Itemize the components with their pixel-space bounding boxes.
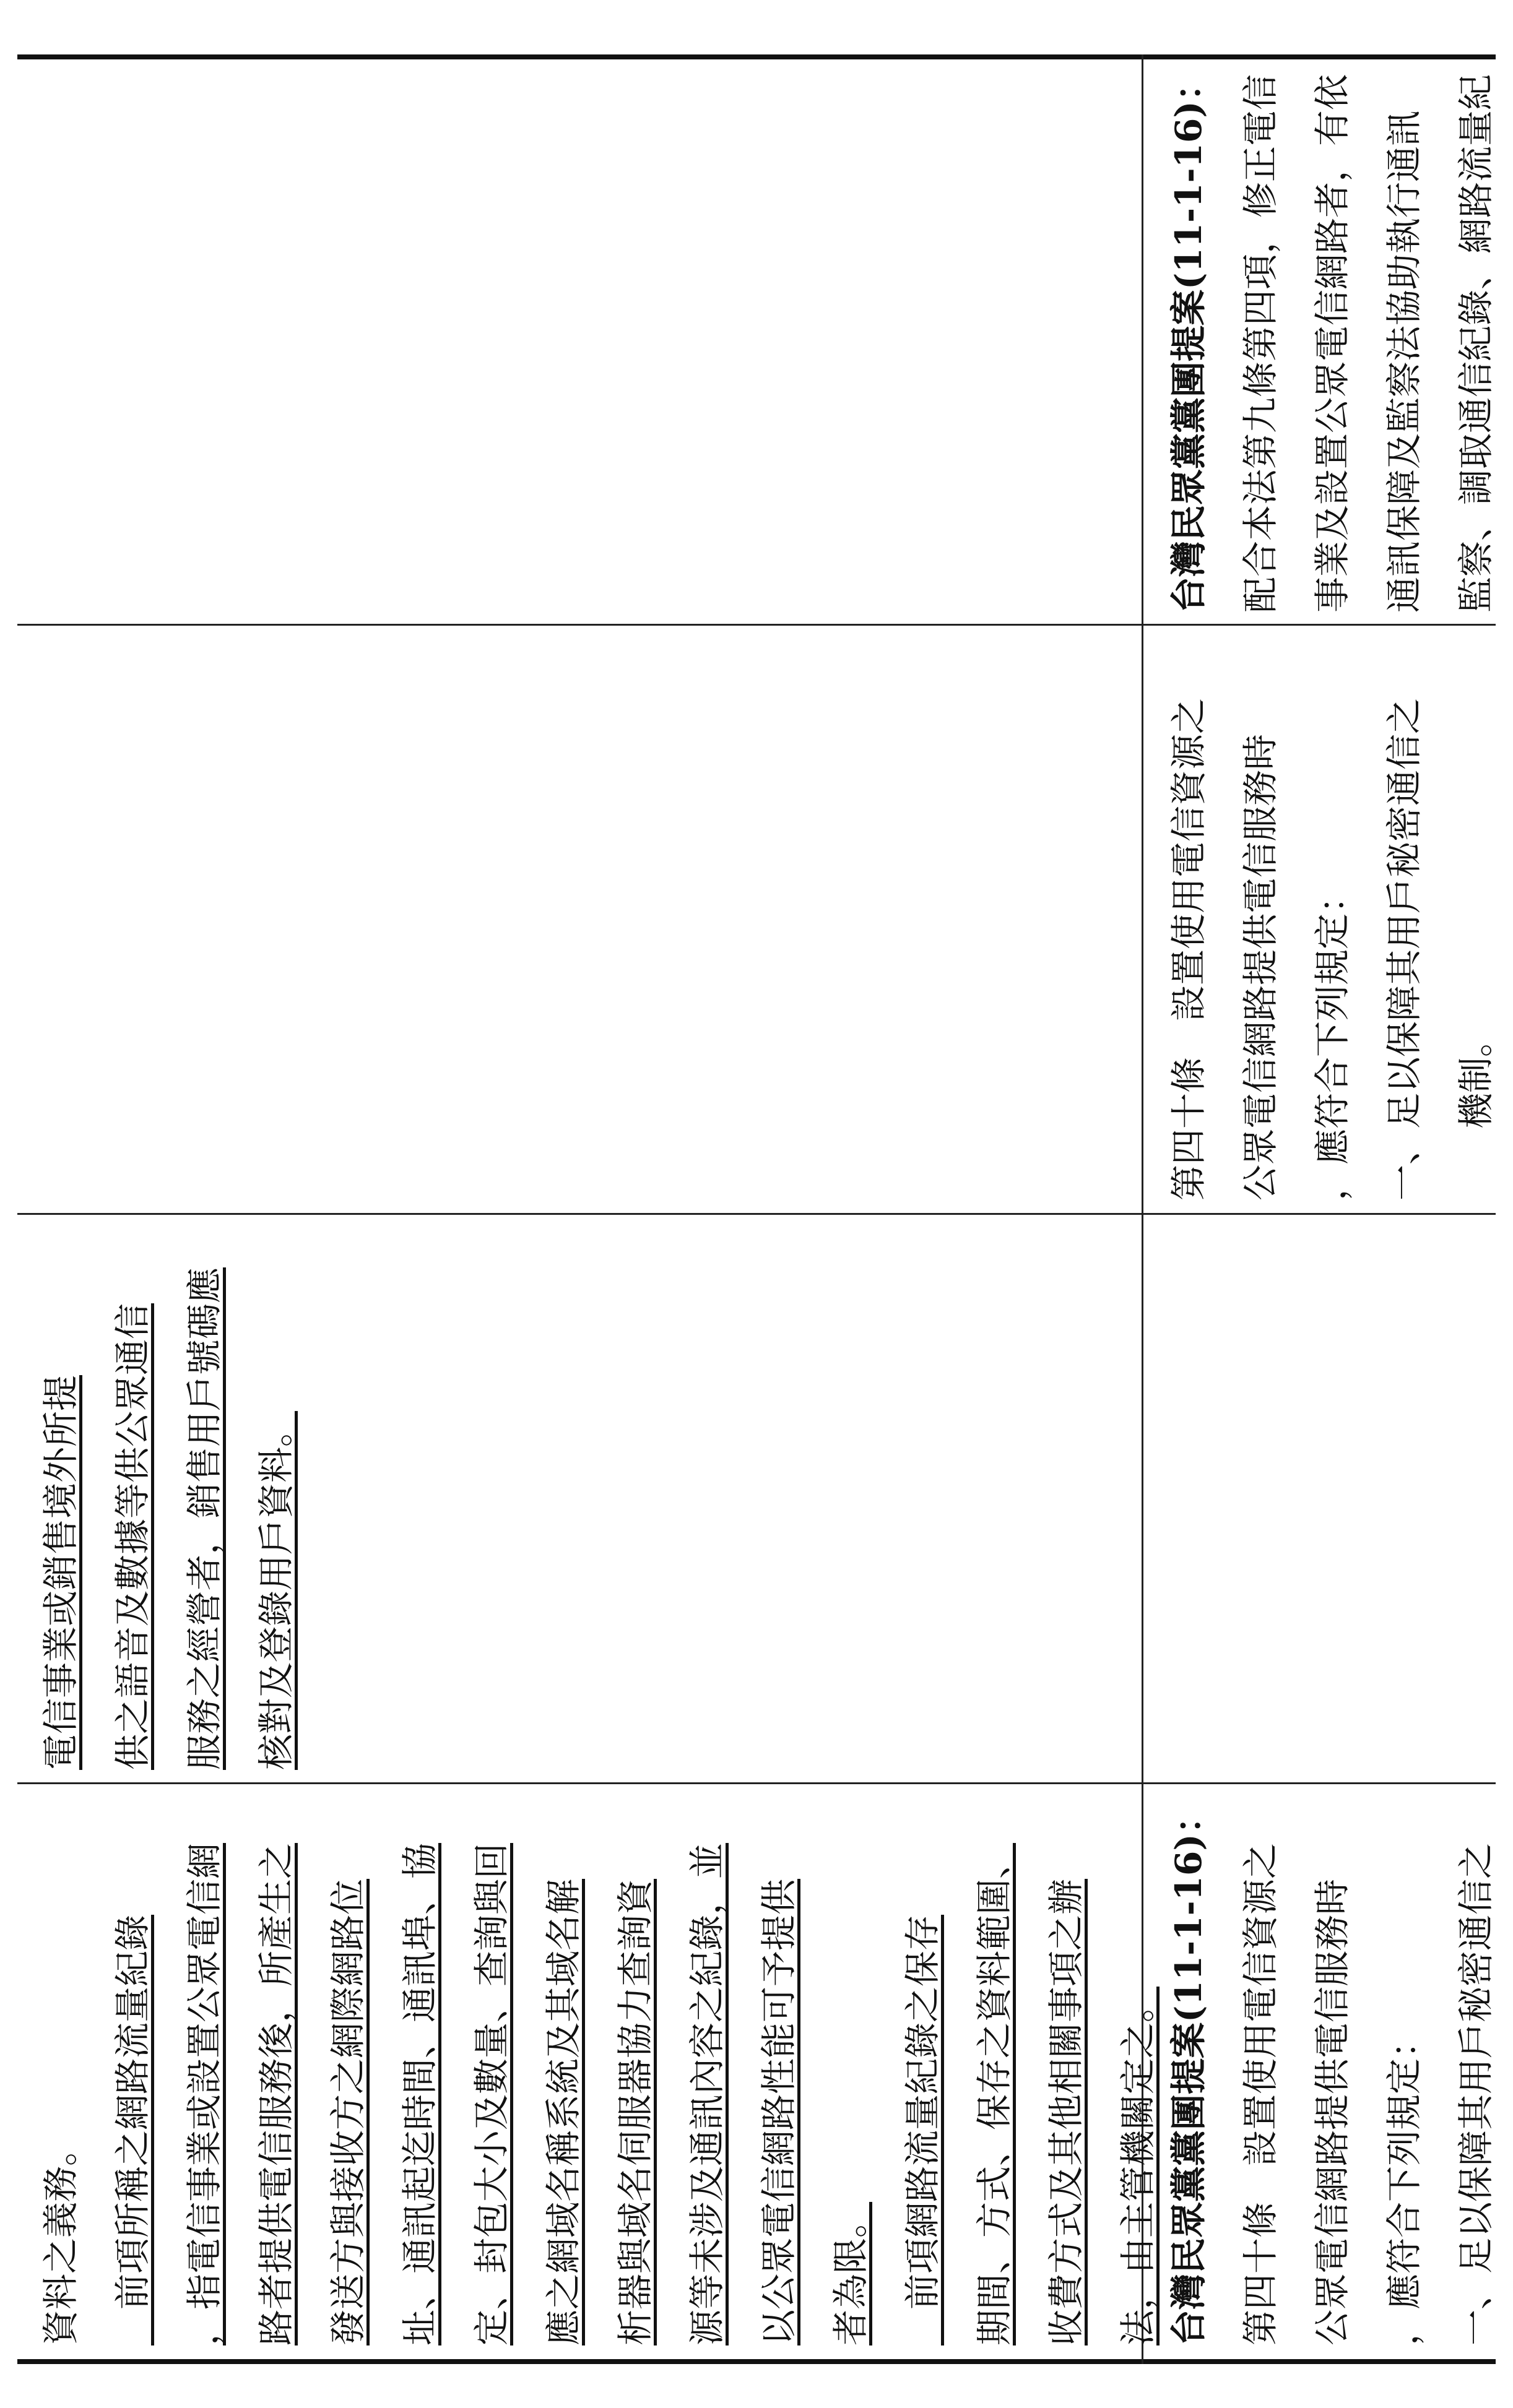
top-rule — [17, 54, 1496, 59]
text-line: 路者提供電信服務後，所產生之 — [255, 1842, 297, 2345]
text-line: 者為限。 — [830, 2201, 872, 2345]
text-line: 第四十條 設置使用電信資源之 — [1168, 697, 1210, 1201]
text-line: 電信事業或銷售境外所提 — [40, 1374, 82, 1770]
text-line: 應之網域名稱系統及其域名解 — [542, 1878, 584, 2345]
text-line: 期間、方式、保存之資料範圍、 — [973, 1842, 1015, 2345]
text-line: 收費方式及其他相關事項之辦 — [1045, 1878, 1087, 2345]
text-line: 析器與域名伺服器協力查詢資 — [614, 1878, 656, 2345]
text-line: 前項網路流量紀錄之保存 — [901, 1914, 943, 2345]
row-divider-2 — [17, 1213, 1496, 1215]
text-line: ，應符合下列規定： — [1383, 2022, 1425, 2345]
bottom-rule — [17, 2359, 1496, 2364]
text-line: 源等未涉及通訊內容之紀錄，並 — [686, 1842, 728, 2345]
text-line: 定、封包大小及數量、查詢與回 — [470, 1842, 513, 2345]
text-line: 服務之經營者，銷售用戶號碼應 — [183, 1267, 225, 1770]
text-line: 核對及登錄用戶資料。 — [255, 1410, 297, 1770]
text-line: ，應符合下列規定： — [1311, 877, 1353, 1201]
text-line: 一、足以保障其用戶秘密通信之 — [1383, 697, 1425, 1201]
text-line: 供之語音及數據等供公眾通信 — [111, 1303, 154, 1770]
text-line: 法，由主管機關定之。 — [1117, 1986, 1159, 2345]
text-line: 事業及設置公眾電信網路者，有依 — [1311, 74, 1353, 613]
text-line: 址、通訊起迄時間、通訊埠、協 — [399, 1842, 441, 2345]
text-line: 公眾電信網路提供電信服務時 — [1311, 1878, 1353, 2345]
text-line: 監察、調取通信紀錄、網路流量紀 — [1455, 74, 1497, 613]
heading-line: 台灣民眾黨黨團提案(11-1-16)： — [1168, 1798, 1210, 2345]
text-line: 配合本法第九條第四項，修正電信 — [1239, 74, 1281, 613]
row-divider-1 — [17, 624, 1496, 626]
text-line: ，指電信事業或設置公眾電信網 — [183, 1842, 225, 2345]
text-line: 第四十條 設置使用電信資源之 — [1239, 1842, 1281, 2345]
text-line: 公眾電信網路提供電信服務時 — [1239, 733, 1281, 1201]
column-divider-top — [1142, 54, 1143, 1250]
text-line: 機制。 — [1455, 1021, 1497, 1201]
text-line: 以公眾電信網路性能可予提供 — [758, 1878, 800, 2345]
text-line: 資料之義務。 — [40, 2130, 82, 2345]
text-line: 發送方與接收方之網際網路位 — [327, 1878, 369, 2345]
heading-line: 台灣民眾黨黨團提案(11-1-16)： — [1168, 65, 1210, 613]
text-line: 前項所稱之網路流量紀錄 — [111, 1914, 154, 2345]
text-line: 通訊保障及監察法協助執行通訊 — [1383, 110, 1425, 613]
text-line: 一、足以保障其用戶秘密通信之 — [1455, 1842, 1497, 2345]
